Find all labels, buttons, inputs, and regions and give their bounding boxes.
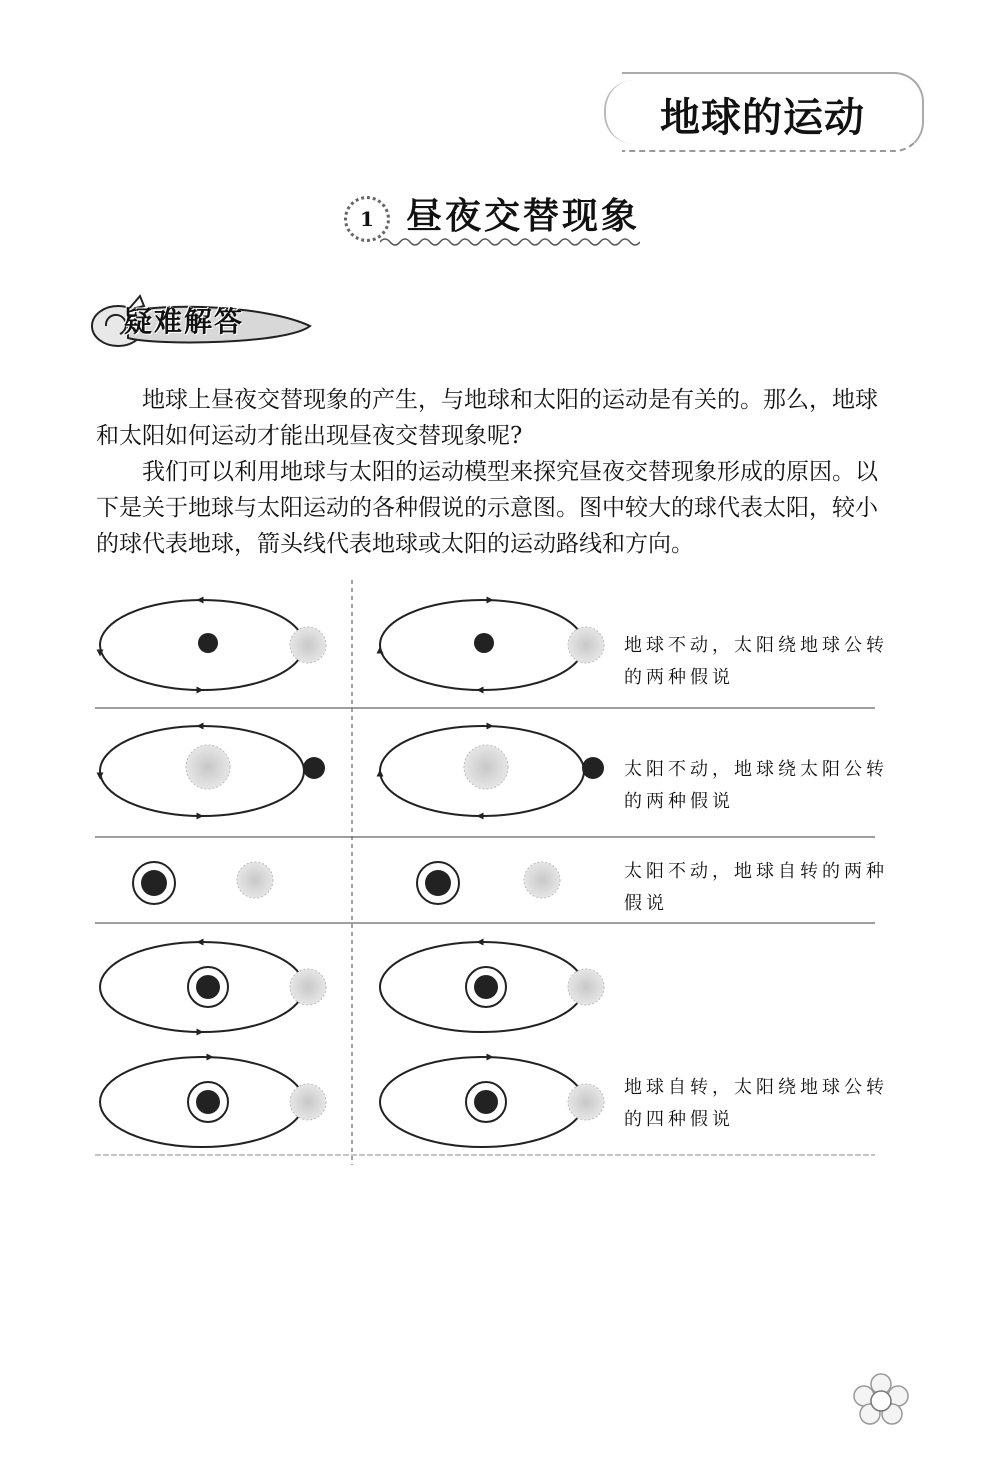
- row2-left: [100, 726, 325, 816]
- row4a-left: [100, 942, 326, 1032]
- caption-4: 地球自转，太阳绕地球公转的四种假说: [624, 1077, 888, 1130]
- lesson-header: [340, 186, 640, 246]
- lesson-number-badge: 1: [344, 196, 390, 242]
- section-badge: [88, 292, 318, 348]
- wavy-underline: [380, 236, 640, 248]
- flower-page-ornament: [846, 1370, 916, 1430]
- caption-3: 太阳不动，地球自转的两种假说: [624, 861, 888, 914]
- row4b-left: [100, 1057, 326, 1147]
- caption-2: 太阳不动，地球绕太阳公转的两种假说: [624, 759, 888, 812]
- caption-1: 地球不动，太阳绕地球公转的两种假说: [624, 635, 888, 688]
- section-label: 疑难解答: [124, 305, 245, 338]
- row2-right: [380, 726, 604, 816]
- lesson-title: 昼夜交替现象: [406, 196, 641, 237]
- row1-left: [100, 600, 326, 690]
- row3-right: [417, 862, 560, 904]
- paragraph-1: 地球上昼夜交替现象的产生，与地球和太阳的运动是有关的。那么，地球和太阳如何运动才能出现昼夜交替现象呢?: [96, 387, 878, 449]
- chapter-title: 地球的运动: [660, 95, 865, 141]
- row4b-right: [380, 1057, 604, 1147]
- row1-right: [380, 600, 604, 690]
- row4a-right: [380, 942, 604, 1032]
- row3-left: [133, 862, 273, 904]
- paragraph-2: 我们可以利用地球与太阳的运动模型来探究昼夜交替现象形成的原因。以下是关于地球与太阳运动的各种假说的示意图。图中较大的球代表太阳，较小的球代表地球，箭头线代表地球或太阳的运动路线和方向。: [96, 459, 878, 557]
